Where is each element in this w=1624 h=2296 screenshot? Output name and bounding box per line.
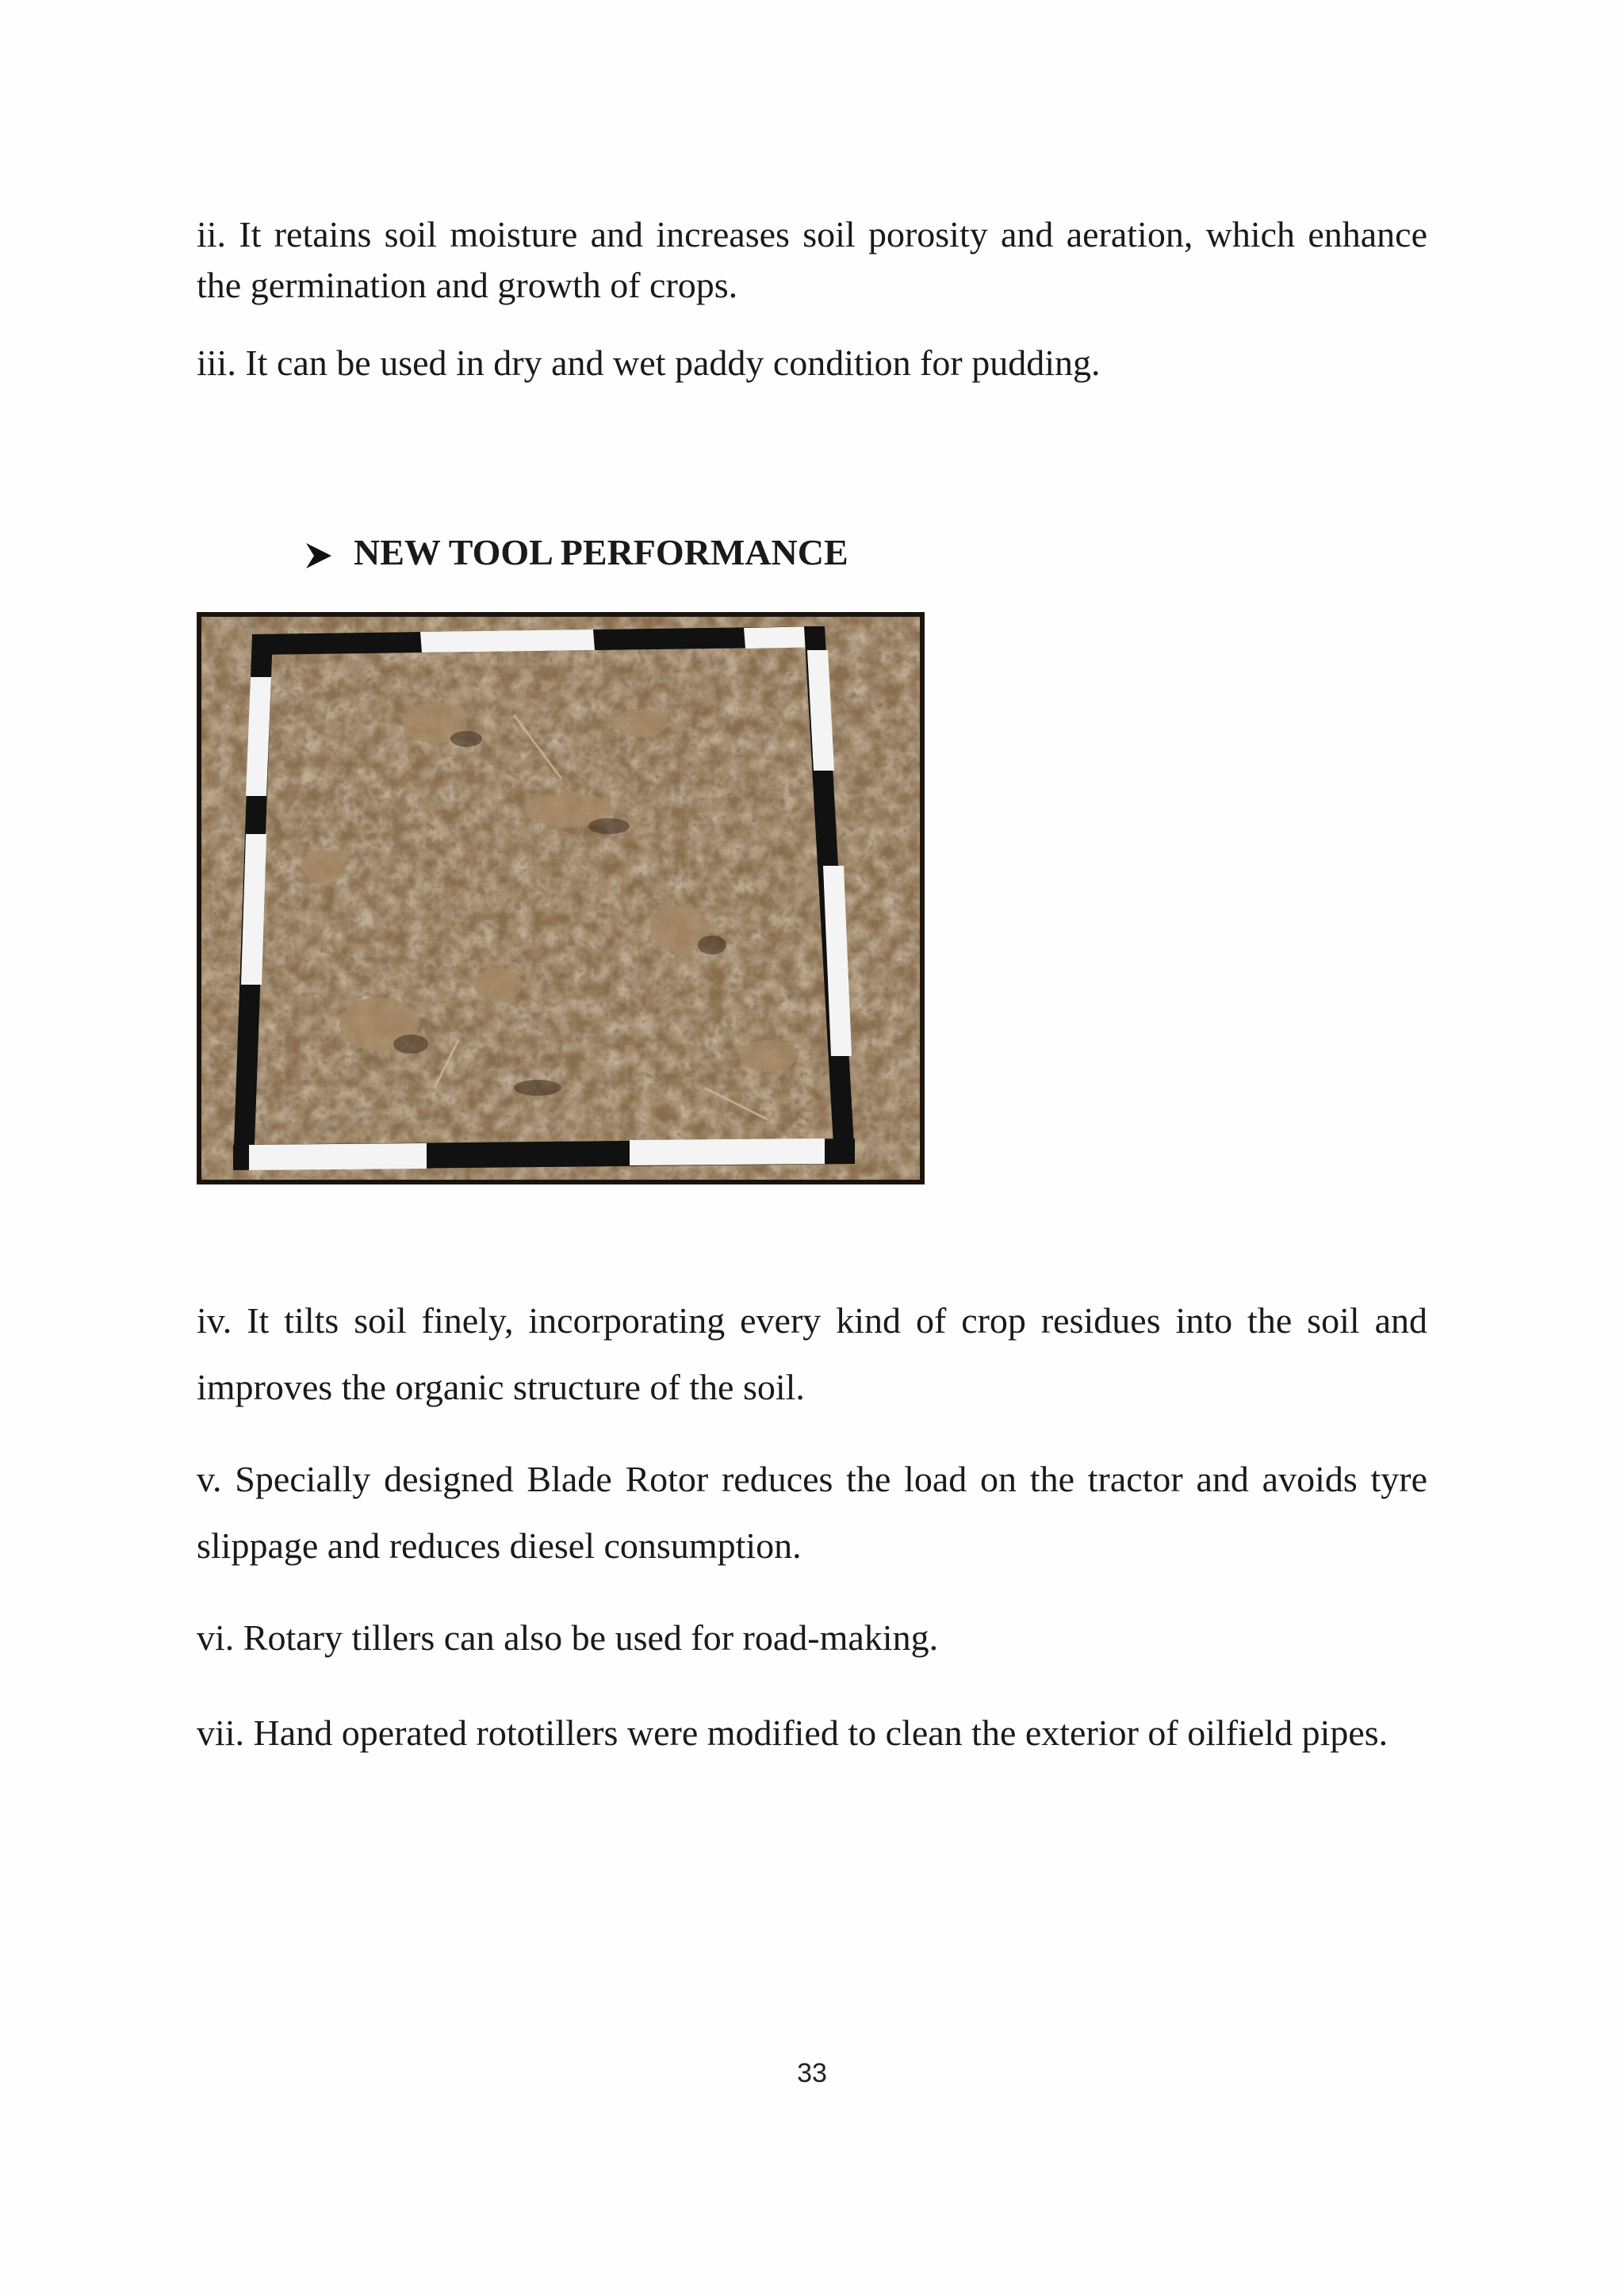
section-heading	[304, 531, 848, 573]
paragraph-vi: vi. Rotary tillers can also be used for road-making.	[197, 1617, 939, 1658]
page-number: 33	[797, 2058, 827, 2088]
arrowhead-bullet-icon	[304, 541, 333, 570]
paragraph-iii: iii. It can be used in dry and wet paddy condition for pudding.	[197, 342, 1101, 383]
section-heading-text: NEW TOOL PERFORMANCE	[354, 532, 848, 572]
paragraph-v: v. Specially designed Blade Rotor reduces the load on the tractor and avoids tyre slippage and reduces diesel consumption.	[197, 1459, 1427, 1566]
paragraph-vii: vii. Hand operated rototillers were modified to clean the exterior of oilfield pipes.	[197, 1712, 1388, 1753]
paragraph-iv: iv. It tilts soil finely, incorporating every kind of crop residues into the soil and improves the organic structure of the soil.	[197, 1300, 1427, 1407]
paragraph-ii: ii. It retains soil moisture and increases soil porosity and aeration, which enhance the germination and growth of crops.	[197, 214, 1427, 305]
tilled-soil-quadrat-photo	[197, 612, 925, 1184]
